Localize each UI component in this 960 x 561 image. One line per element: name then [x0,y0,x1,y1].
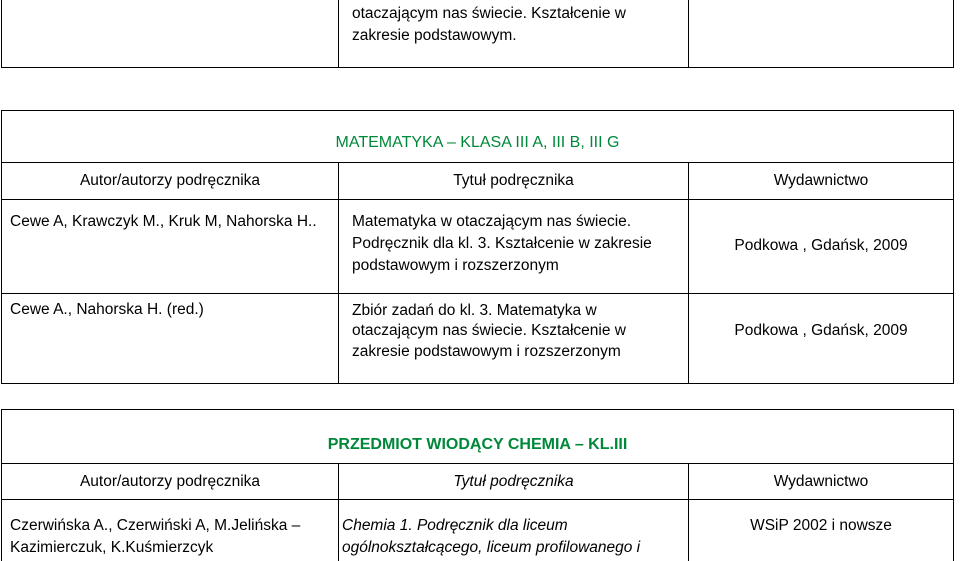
chem-header-author: Autor/autorzy podręcznika [79,473,261,490]
top-table-text-line-2: zakresie podstawowym. [352,27,517,44]
math-header-author: Autor/autorzy podręcznika [79,172,261,189]
math-row-2-title-line-3: zakresie podstawowym i rozszerzonym [352,343,621,360]
math-row-2-publisher: Podkowa , Gdańsk, 2009 [734,322,908,339]
math-row-1-title-line-2: Podręcznik dla kl. 3. Kształcenie w zakresie [352,235,652,252]
chem-table-title: PRZEDMIOT WIODĄCY CHEMIA – KL.III [327,436,628,453]
top-table-text-line-1: otaczającym nas świecie. Kształcenie w [352,5,626,22]
top-table-cell-left [1,0,339,68]
chem-row-publisher: WSiP 2002 i nowsze [750,517,892,534]
math-table-title: MATEMATYKA – KLASA III A, III B, III G [335,134,620,151]
chem-header-publisher: Wydawnictwo [773,473,869,490]
math-row-1-title-line-3: podstawowym i rozszerzonym [352,257,559,274]
math-row-1-publisher: Podkowa , Gdańsk, 2009 [734,237,908,254]
math-row-2-title-line-1: Zbiór zadań do kl. 3. Matematyka w [352,302,597,319]
math-header-title: Tytuł podręcznika [453,172,574,189]
chem-row-title-line-2: ogólnokształcącego, liceum profilowanego i [342,539,641,556]
math-row-2-title-line-2: otaczającym nas świecie. Kształcenie w [352,322,626,339]
chem-row-title-line-1: Chemia 1. Podręcznik dla liceum [342,517,568,534]
math-row-1-title-line-1: Matematyka w otaczającym nas świecie. [352,213,632,230]
math-header-publisher: Wydawnictwo [773,172,869,189]
math-row-1-author: Cewe A, Krawczyk M., Kruk M, Nahorska H.. [10,213,317,230]
top-table-cell-right [688,0,954,68]
chem-row-author-line-2: Kazimierczuk, K.Kuśmierzcyk [10,539,214,556]
chem-header-title: Tytuł podręcznika [453,473,574,490]
math-row-2-author: Cewe A., Nahorska H. (red.) [10,301,204,318]
chem-row-author-line-1: Czerwińska A., Czerwiński A, M.Jelińska – [10,517,301,534]
